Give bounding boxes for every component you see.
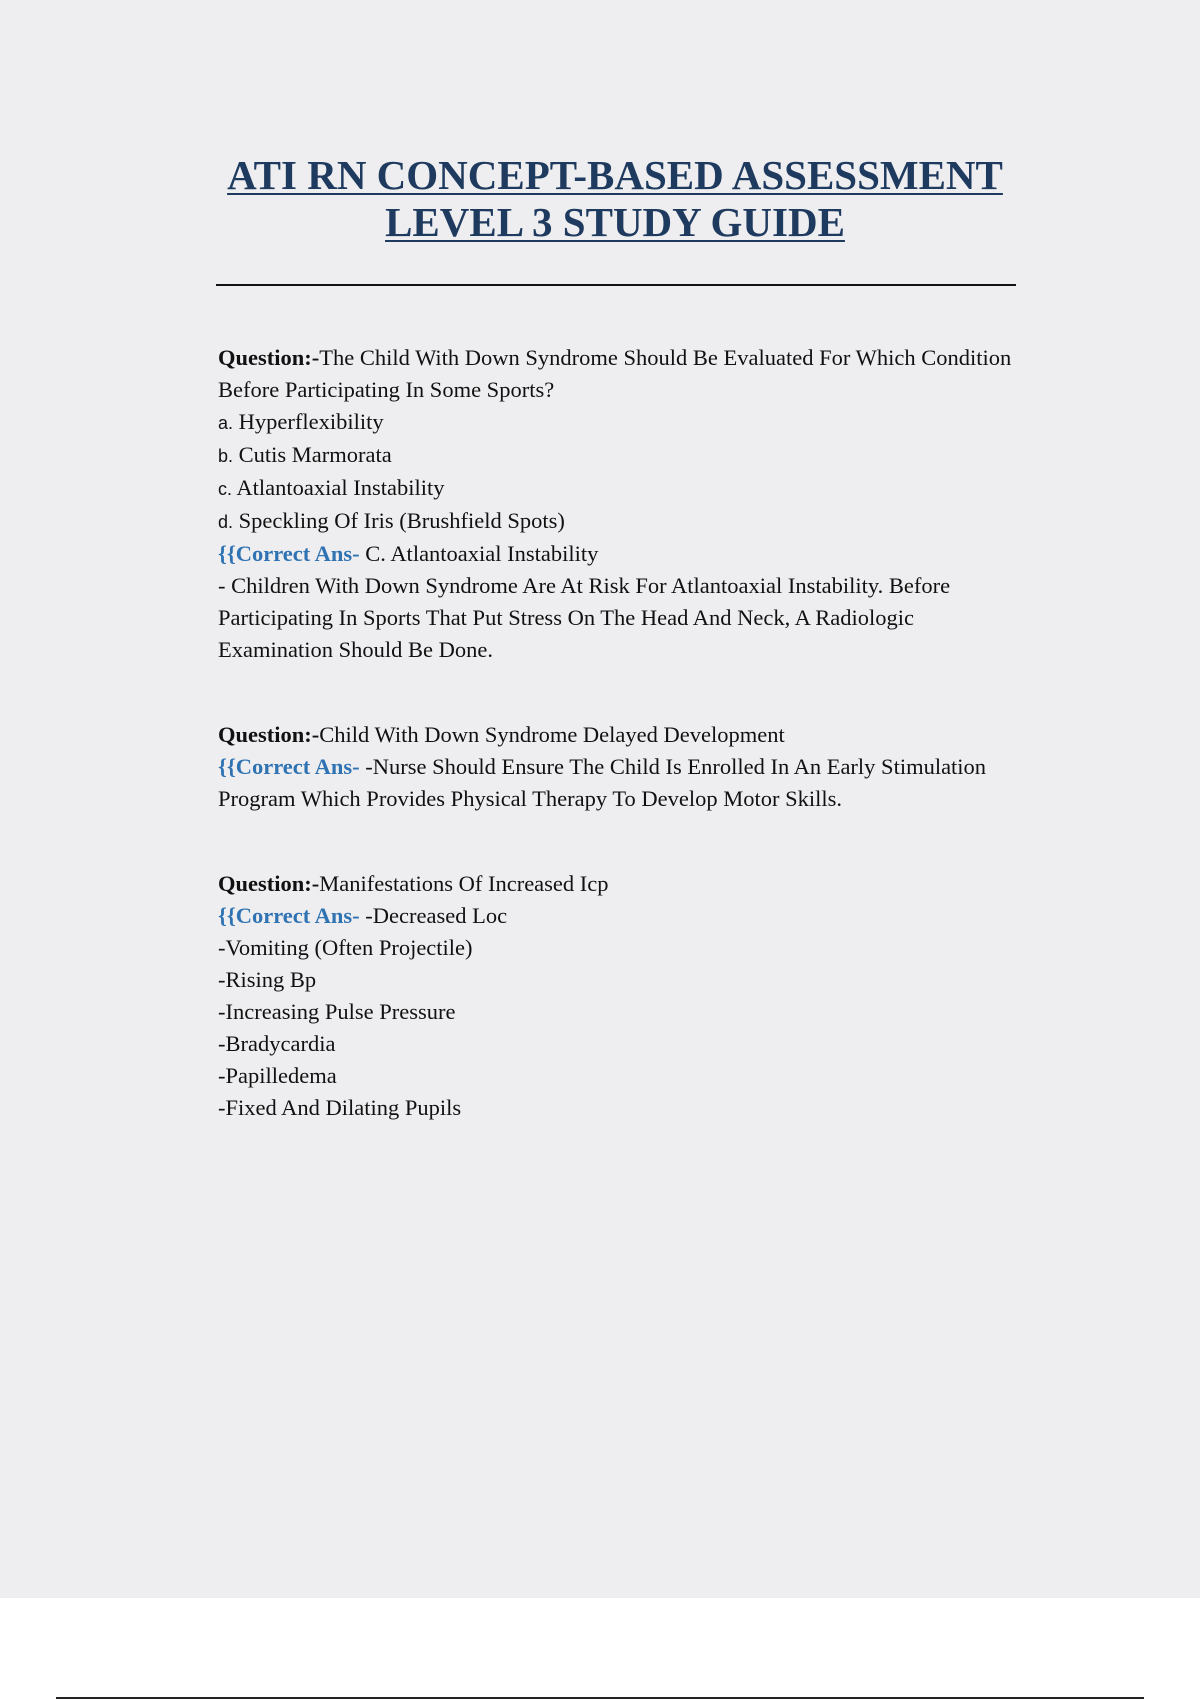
correct-answer-label: {{Correct Ans-: [218, 903, 360, 928]
answer-1: [218, 538, 1018, 570]
option-letter: c.: [218, 479, 233, 499]
correct-answer-text: -Decreased Loc: [359, 903, 508, 928]
question-label: Question:-: [218, 871, 320, 896]
title-line-1: ATI RN CONCEPT-BASED ASSESSMENT: [227, 152, 1003, 198]
option-text: Speckling Of Iris (Brushfield Spots): [238, 508, 565, 533]
option-letter: a.: [218, 413, 234, 433]
question-text: Child With Down Syndrome Delayed Development: [319, 722, 785, 747]
question-label: Question:-: [218, 722, 320, 747]
option-letter: b.: [218, 446, 234, 466]
option-d: [218, 505, 1018, 538]
spacer: [218, 815, 1018, 868]
option-text: Cutis Marmorata: [238, 442, 392, 467]
question-2: [218, 719, 1018, 751]
option-letter: d.: [218, 512, 234, 532]
correct-answer-text: -Nurse Should Ensure The Child Is Enrolled In An Early Stimulation Program Which Provides Physical Therapy To Develop Motor Skills.: [218, 754, 987, 811]
title-divider: [216, 284, 1016, 286]
question-1: [218, 342, 1018, 406]
study-content: [218, 342, 1018, 1124]
list-item: -Vomiting (Often Projectile): [218, 935, 473, 960]
answer-3: [218, 900, 1018, 932]
title-line-2: LEVEL 3 STUDY GUIDE: [385, 199, 845, 245]
list-item: -Fixed And Dilating Pupils: [218, 1095, 462, 1120]
list-item: -Papilledema: [218, 1063, 337, 1088]
spacer: [218, 666, 1018, 719]
correct-answer-text: C. Atlantoaxial Instability: [359, 541, 599, 566]
question-3: [218, 868, 1018, 900]
option-text: Atlantoaxial Instability: [236, 475, 445, 500]
list-item: -Increasing Pulse Pressure: [218, 999, 456, 1024]
footer-divider: [56, 1697, 1144, 1699]
option-c: [218, 472, 1018, 505]
correct-answer-label: {{Correct Ans-: [218, 754, 360, 779]
answer-2: [218, 751, 1018, 815]
list-item: -Bradycardia: [218, 1031, 336, 1056]
option-b: [218, 439, 1018, 472]
question-text: The Child With Down Syndrome Should Be Evaluated For Which Condition Before Participating In Some Sports?: [218, 345, 1012, 402]
option-text: Hyperflexibility: [238, 409, 384, 434]
correct-answer-label: {{Correct Ans-: [218, 541, 360, 566]
page-title: [150, 152, 1080, 246]
option-a: [218, 406, 1018, 439]
explanation-1: - Children With Down Syndrome Are At Risk For Atlantoaxial Instability. Before Participating In Sports That Put Stress On The Head And Neck, A Radiologic Examination Should Be Done.: [218, 573, 951, 662]
list-item: -Rising Bp: [218, 967, 317, 992]
question-text: Manifestations Of Increased Icp: [319, 871, 609, 896]
question-label: Question:-: [218, 345, 320, 370]
